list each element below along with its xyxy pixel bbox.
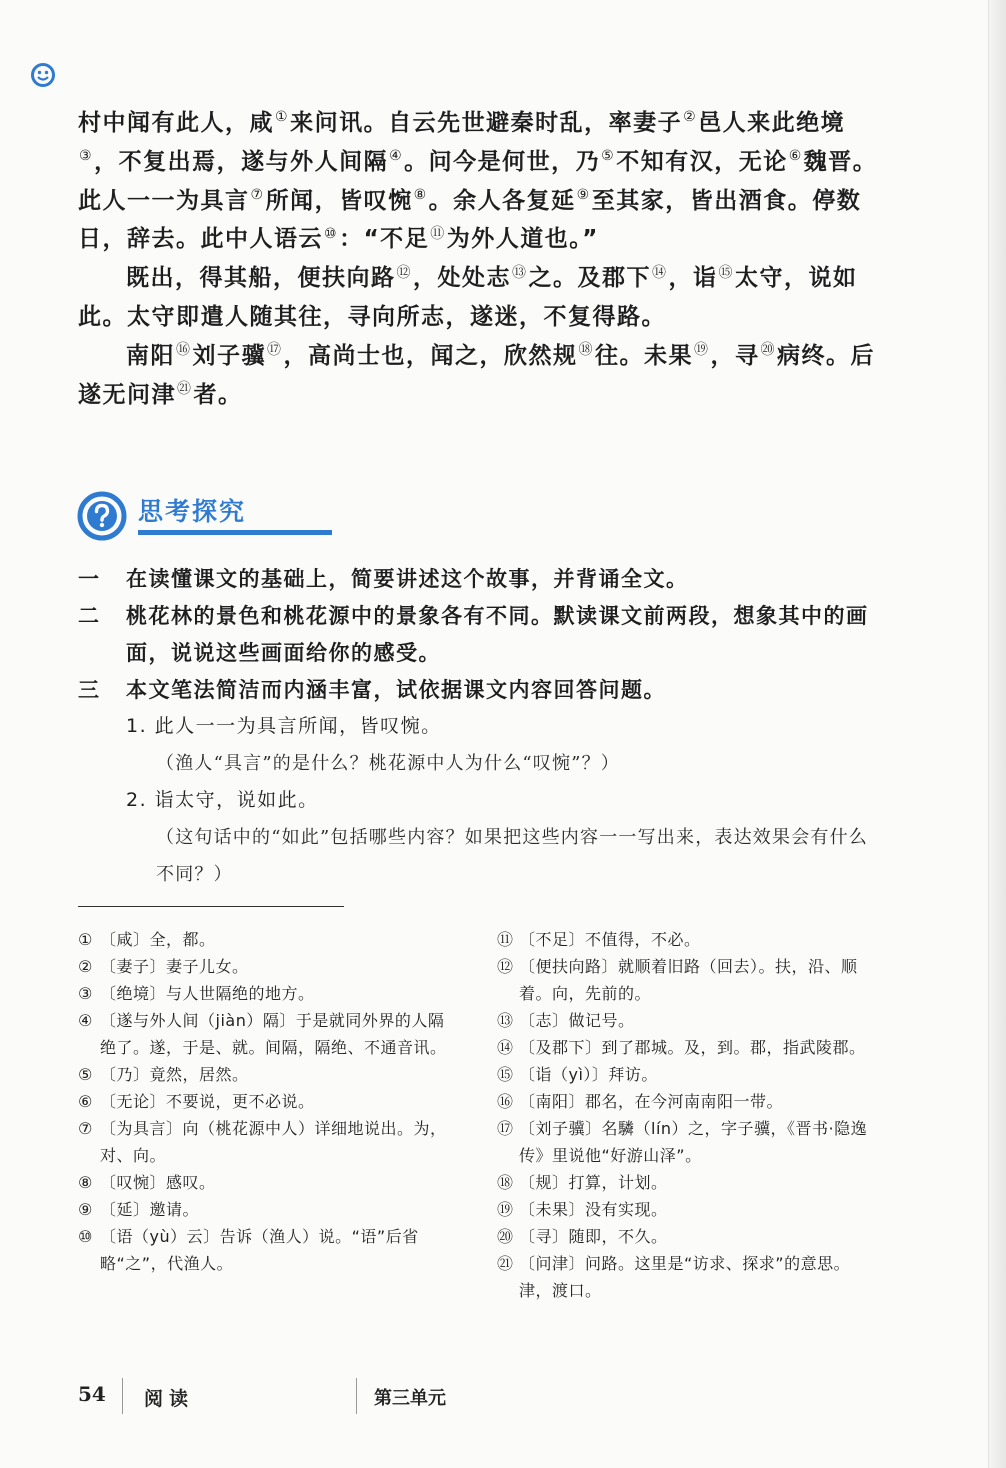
question-text: 本文笔法简洁而内涵丰富，试依据课文内容回答问题。	[126, 677, 666, 702]
question-item	[78, 671, 878, 708]
footnote-item	[497, 1196, 877, 1223]
sub-question: 2. 诣太守，说如此。	[126, 789, 319, 811]
footnote-marker: ⑩	[324, 225, 339, 242]
footnote-item	[78, 980, 458, 1007]
footnote-text: 〔规〕打算，计划。	[519, 1173, 668, 1192]
footnote-marker: ①	[275, 109, 290, 126]
footnote-marker: ④	[389, 148, 404, 165]
footnote-divider	[78, 906, 344, 907]
footnote-number: ⑧	[78, 1173, 93, 1192]
passage-paragraph: 既出，得其船，便扶向路⑫，处处志⑬之。及郡下⑭，诣⑮太守，说如此。太守即遣人随其往，寻向所志，遂迷，不复得路。	[78, 264, 858, 330]
footnote-number: ⑪	[497, 930, 514, 949]
footnote-item	[78, 1061, 458, 1088]
footnote-marker: ㉑	[177, 380, 193, 397]
page-footer	[78, 1378, 778, 1418]
footnote-number: ⑦	[78, 1119, 93, 1138]
page-edge	[988, 0, 1006, 1468]
sub-question-note: （这句话中的“如此”包括哪些内容？如果把这些内容一一写出来，表达效果会有什么不同？）	[156, 827, 869, 885]
footnote-number: ⑯	[497, 1092, 514, 1111]
question-number: 二	[78, 603, 101, 628]
footnote-marker: ⑪	[430, 225, 446, 242]
footnote-number: ①	[78, 930, 93, 949]
question-list	[78, 560, 878, 893]
footnote-item	[497, 1223, 877, 1250]
footnote-marker: ③	[79, 148, 94, 165]
footnote-marker: ⑨	[576, 186, 591, 203]
footnote-item	[78, 1007, 458, 1061]
footnote-number: ⑤	[78, 1065, 93, 1084]
footer-unit: 第三单元	[374, 1388, 446, 1409]
footnote-text: 〔便扶向路〕就顺着旧路（回去）。扶，沿、顺着。向，先前的。	[519, 957, 858, 1003]
footnote-number: ⑨	[78, 1200, 93, 1219]
footnote-item	[497, 1115, 877, 1169]
footnote-item	[497, 1169, 877, 1196]
question-item	[78, 597, 878, 671]
section-underline	[138, 530, 332, 535]
footnote-marker: ⑦	[250, 186, 265, 203]
footnote-number: ⑬	[497, 1011, 514, 1030]
footnote-text: 〔南阳〕郡名，在今河南南阳一带。	[519, 1092, 784, 1111]
footnote-text: 〔志〕做记号。	[519, 1011, 635, 1030]
footnote-number: ㉑	[497, 1254, 514, 1273]
passage-paragraph: 南阳⑯刘子骥⑰，高尚士也，闻之，欣然规⑱往。未果⑲，寻⑳病终。后遂无问津$^㉑$者。	[78, 342, 875, 408]
footnote-number: ⑭	[497, 1038, 514, 1057]
footnote-item	[78, 926, 458, 953]
sub-question-note: （渔人“具言”的是什么？桃花源中人为什么“叹惋”？）	[156, 753, 621, 774]
footnote-marker: ⑥	[788, 148, 803, 165]
footnote-text: 〔无论〕不要说，更不必说。	[100, 1092, 315, 1111]
footnote-item	[78, 1115, 458, 1169]
footnotes-right	[497, 926, 877, 1304]
footnotes-left	[78, 926, 458, 1277]
footnote-number: ⑮	[497, 1065, 514, 1084]
question-number: 三	[78, 677, 101, 702]
footnote-text: 〔刘子骥〕名驎（lín）之，字子骥，《晋书·隐逸传》里说他“好游山泽”。	[519, 1119, 868, 1165]
footnote-item	[497, 926, 877, 953]
footnote-marker: ⑤	[601, 148, 616, 165]
footnote-item	[78, 1223, 458, 1277]
question-number: 一	[78, 566, 101, 591]
footnote-number: ⑱	[497, 1173, 514, 1192]
footnote-text: 〔未果〕没有实现。	[519, 1200, 668, 1219]
footnote-item	[497, 1088, 877, 1115]
footnote-number: ⑩	[78, 1227, 93, 1246]
footnote-item	[78, 1169, 458, 1196]
footnote-text: 〔不足〕不值得，不必。	[519, 930, 701, 949]
footnote-marker: ⑳	[760, 342, 776, 359]
footnote-item	[78, 953, 458, 980]
footnote-text: 〔妻子〕妻子儿女。	[100, 957, 249, 976]
footnote-text: 〔问津〕问路。这里是“访求、探求”的意思。津，渡口。	[519, 1254, 851, 1300]
footnote-text: 〔绝境〕与人世隔绝的地方。	[100, 984, 315, 1003]
passage-paragraph: 村中闻有此人，咸①来问讯。自云先世避秦时乱，率妻子②邑人来此绝境③，不复出焉，遂与外人间隔④。问今是何世，乃⑤不知有汉，无论⑥魏晋。此人一一为具言⑦所闻，皆叹惋⑧。余人各复延⑨至其家，皆出酒食。停数日，辞去。此中人语云⑩：“不足⑪为外人道也。”	[78, 109, 878, 253]
footnote-marker: ⑲	[694, 342, 710, 359]
footnote-item	[497, 1034, 877, 1061]
footnote-item	[497, 1250, 877, 1304]
footnote-item	[78, 1088, 458, 1115]
footnote-marker: ⑬	[512, 264, 528, 281]
footnote-marker: ⑱	[578, 342, 594, 359]
footnote-item	[78, 1196, 458, 1223]
page-number: 54	[78, 1382, 106, 1406]
footnote-marker: ②	[683, 109, 698, 126]
footnote-text: 〔为具言〕向（桃花源中人）详细地说出。为，对、向。	[100, 1119, 447, 1165]
footnote-text: 〔乃〕竟然，居然。	[100, 1065, 249, 1084]
footer-section: 阅读	[144, 1388, 195, 1410]
footnote-marker: ⑭	[652, 264, 668, 281]
footnote-marker: ⑧	[413, 186, 428, 203]
footnote-text: 〔遂与外人间（jiàn）隔〕于是就同外界的人隔绝了。遂，于是、就。间隔，隔绝、不通音讯。	[100, 1011, 447, 1057]
question-text: 桃花林的景色和桃花源中的景象各有不同。默读课文前两段，想象其中的画面，说说这些画面给你的感受。	[126, 603, 869, 665]
footer-divider	[356, 1378, 357, 1414]
footnote-marker: ⑮	[718, 264, 734, 281]
footnote-number: ④	[78, 1011, 93, 1030]
footnote-item	[497, 1061, 877, 1088]
sub-question: 1. 此人一一为具言所闻，皆叹惋。	[126, 715, 442, 737]
footnote-item	[497, 953, 877, 1007]
question-item	[78, 560, 878, 597]
footnote-number: ⑫	[497, 957, 514, 976]
footnote-text: 〔延〕邀请。	[100, 1200, 200, 1219]
footnote-number: ⑳	[497, 1227, 514, 1246]
footnote-text: 〔叹惋〕感叹。	[100, 1173, 216, 1192]
passage-text	[78, 104, 878, 414]
footnote-text: 〔诣（yì）〕拜访。	[519, 1065, 658, 1084]
footnote-text: 〔咸〕全，都。	[100, 930, 216, 949]
footnote-number: ②	[78, 957, 93, 976]
smiley-icon	[30, 62, 56, 88]
footnote-marker: ⑫	[396, 264, 412, 281]
footnote-text: 〔语（yù）云〕告诉（渔人）说。“语”后省略“之”，代渔人。	[100, 1227, 419, 1273]
footnote-text: 〔及郡下〕到了郡城。及，到。郡，指武陵郡。	[519, 1038, 866, 1057]
question-mark-icon	[76, 490, 128, 542]
footnote-number: ⑲	[497, 1200, 514, 1219]
footnote-marker: ⑰	[267, 342, 283, 359]
footnote-item	[497, 1007, 877, 1034]
footnote-text: 〔寻〕随即，不久。	[519, 1227, 668, 1246]
footer-divider	[122, 1378, 123, 1414]
section-title: 思考探究	[138, 497, 247, 526]
footnote-marker: ⑯	[176, 342, 192, 359]
question-text: 在读懂课文的基础上，简要讲述这个故事，并背诵全文。	[126, 566, 689, 591]
footnote-number: ⑥	[78, 1092, 93, 1111]
footnote-number: ⑰	[497, 1119, 514, 1138]
footnote-number: ③	[78, 984, 93, 1003]
section-header	[76, 490, 336, 546]
